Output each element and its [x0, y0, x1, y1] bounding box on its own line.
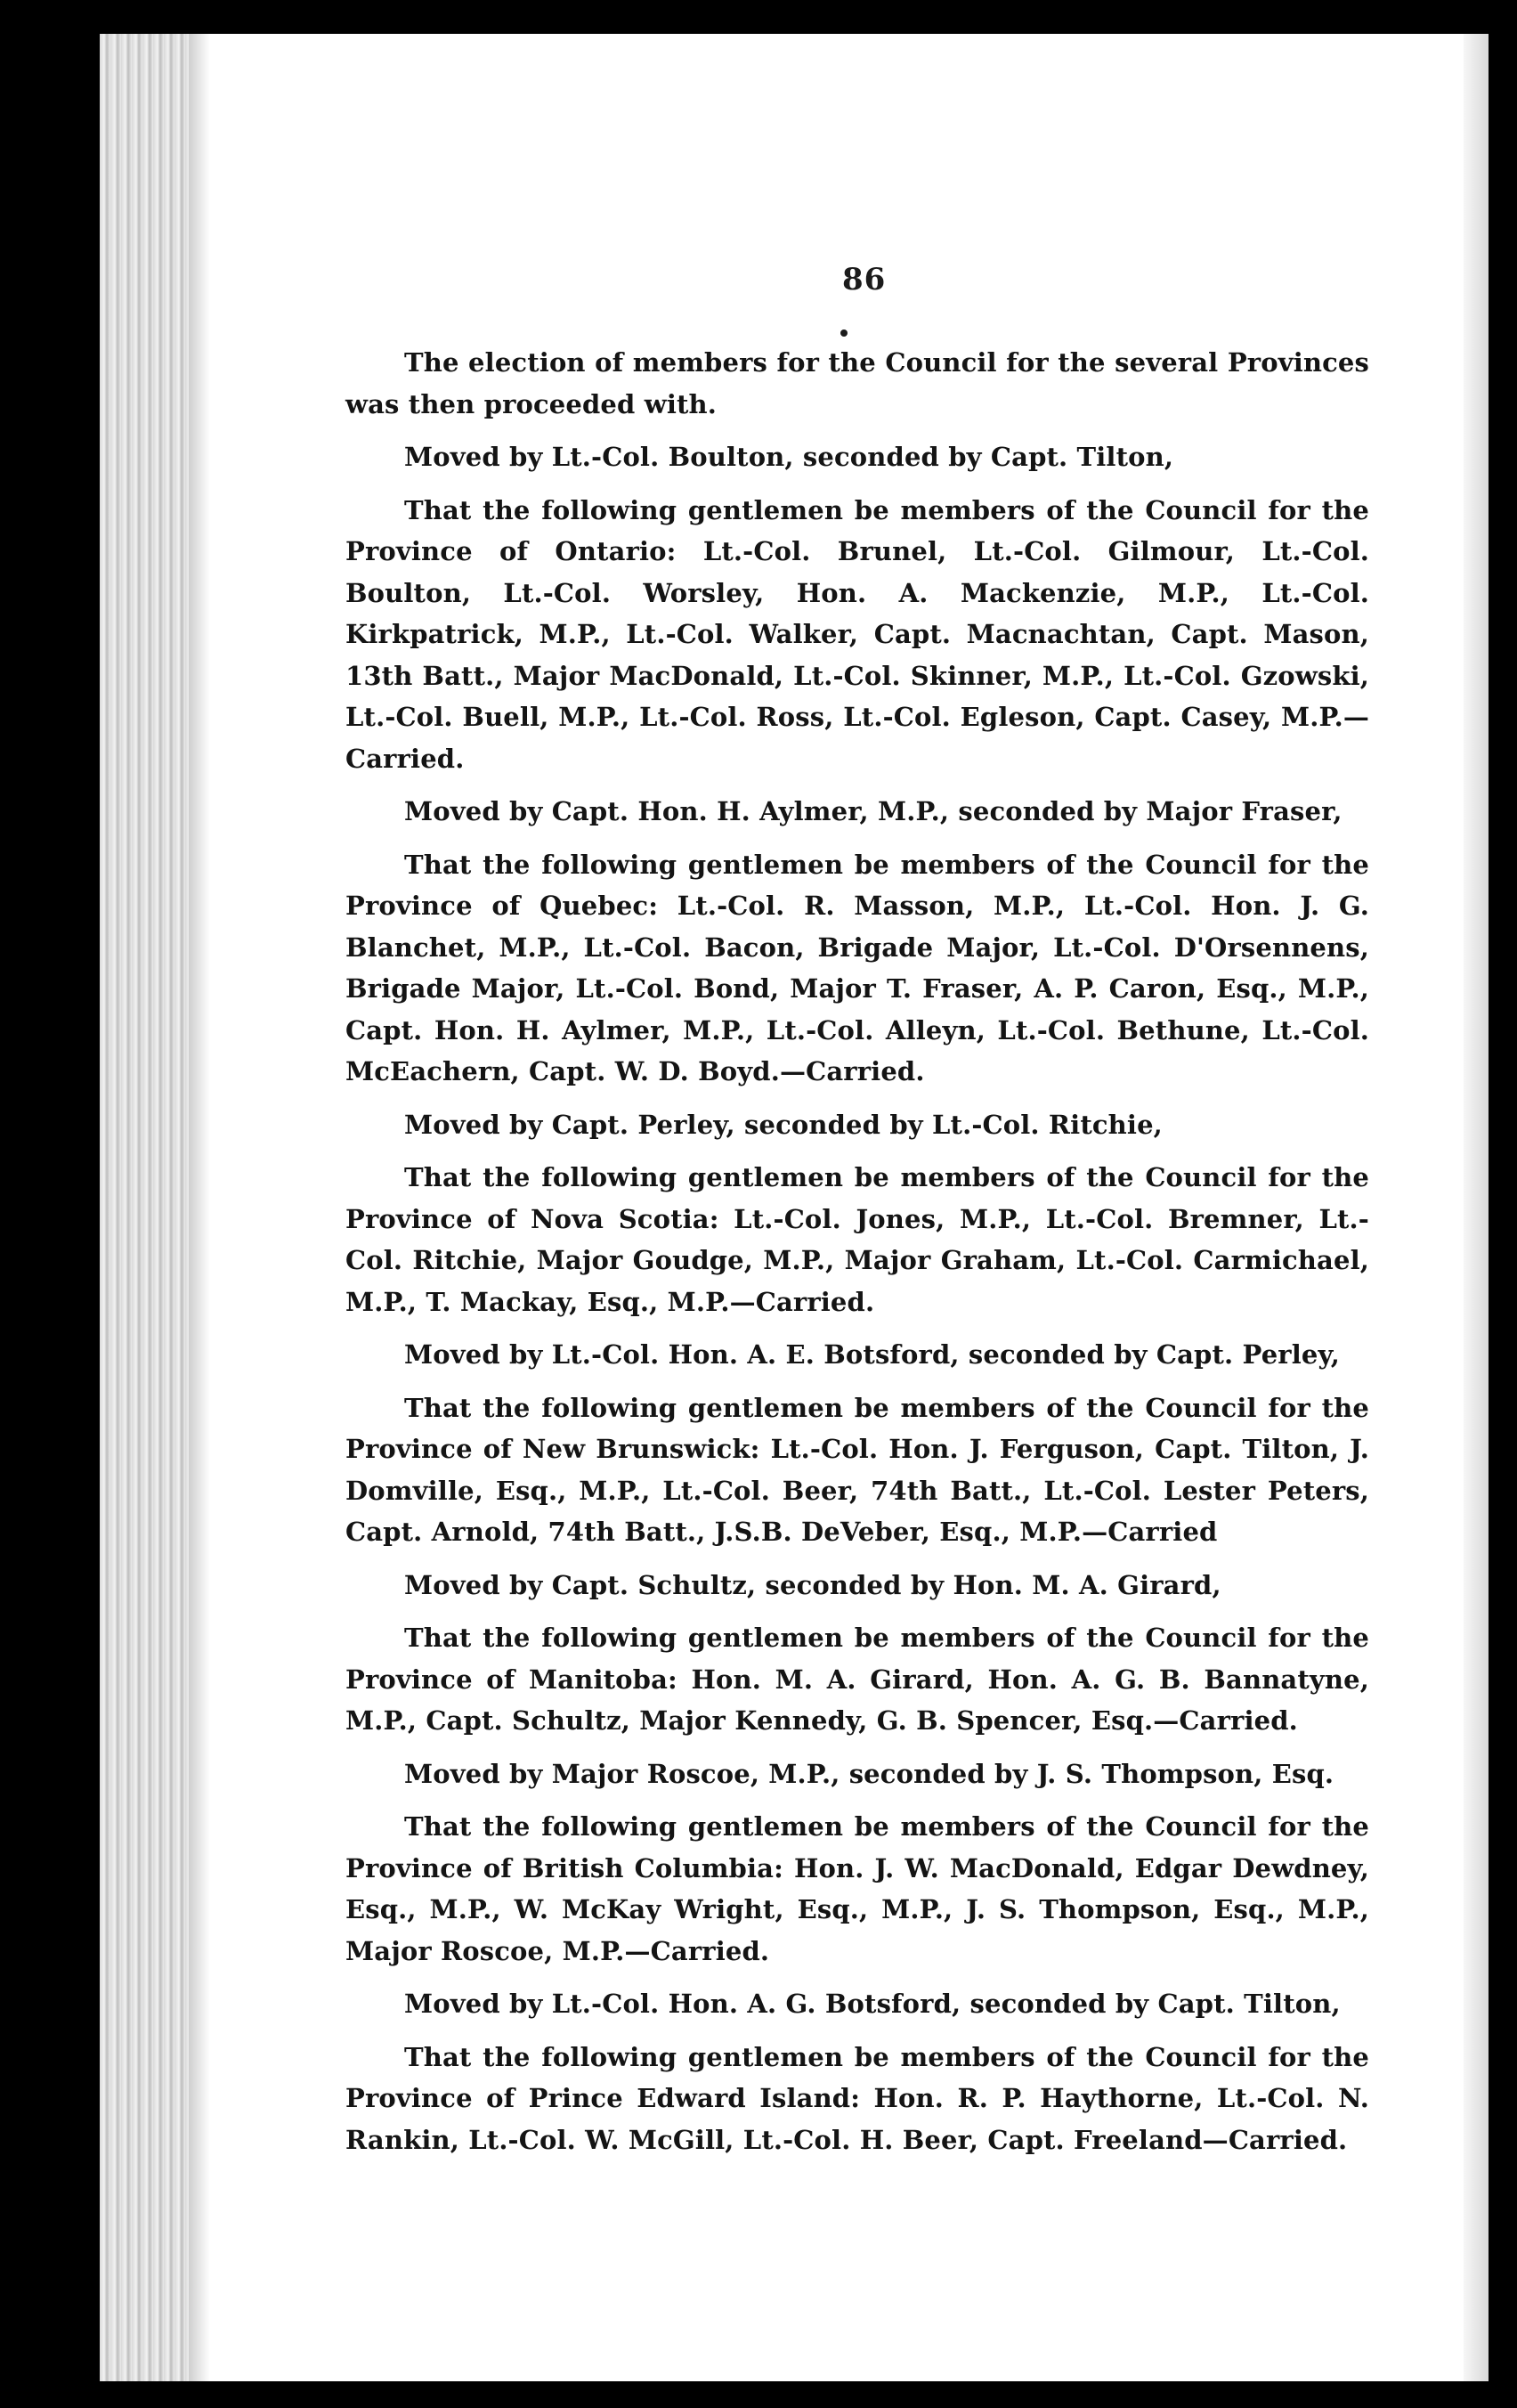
paragraph-quebec-members: That the following gentlemen be members of the Council for the Province of Quebec: Lt.-Col. R. Masson, M.P., Lt.-Col. Hon. J. G. Blanchet, M.P., Lt.-Col. Bacon, Brigade Major, Lt.-Col. D'Orsennens, Brigade Major, Lt.-Col. Bond, Major T. Fraser, A. P. Caron, Esq., M.P., Capt. Hon. H. Aylmer, M.P., Lt.-Col. Alleyn, Lt.-Col. Bethune, Lt.-Col. McEachern, Capt. W. D. Boyd.—Carried. — [345, 849, 1369, 1086]
page-number: 86 — [842, 262, 887, 297]
paragraph-new-brunswick-members: That the following gentlemen be members of the Council for the Province of New Brunswick: Lt.-Col. Hon. J. Ferguson, Capt. Tilton, J. Domville, Esq., M.P., Lt.-Col. Beer, 74th Batt., Lt.-Col. Lester Peters, Capt. Arnold, 74th Batt., J.S.B. DeVeber, Esq., M.P.—Carried — [345, 1392, 1369, 1547]
paragraph-nova-scotia-members: That the following gentlemen be members of the Council for the Province of Nova Scotia: Lt.-Col. Jones, M.P., Lt.-Col. Bremner, Lt.-Col. Ritchie, Major Goudge, M.P., Major Graham, Lt.-Col. Carmichael, M.P., T. Mackay, Esq., M.P.—Carried. — [345, 1162, 1369, 1317]
page-spine-shadow — [189, 34, 210, 2381]
printed-dot — [840, 329, 848, 337]
paragraph-manitoba-members: That the following gentlemen be members of the Council for the Province of Manitoba: Hon. M. A. Girard, Hon. A. G. B. Bannatyne, M.P., Capt. Schultz, Major Kennedy, G. B. Spencer, Esq.—Carried. — [345, 1623, 1369, 1736]
paragraph-ontario-members: That the following gentlemen be members of the Council for the Province of Ontario: Lt.-Col. Brunel, Lt.-Col. Gilmour, Lt.-Col. Boulton, Lt.-Col. Worsley, Hon. A. Mackenzie, M.P., Lt.-Col. Kirkpatrick, M.P., Lt.-Col. Walker, Capt. Macnachtan, Capt. Mason, 13th Batt., Major MacDonald, Lt.-Col. Skinner, M.P., Lt.-Col. Gzowski, Lt.-Col. Buell, M.P., Lt.-Col. Ross, Lt.-Col. Egleson, Capt. Casey, M.P.—Carried. — [345, 494, 1369, 774]
paragraph-british-columbia-members: That the following gentlemen be members of the Council for the Province of British Columbia: Hon. J. W. MacDonald, Edgar Dewdney, Esq., M.P., W. McKay Wright, Esq., M.P., J. S. Thompson, Esq., M.P., Major Roscoe, M.P.—Carried. — [345, 1811, 1369, 1966]
paragraph-moved-nova-scotia: Moved by Capt. Perley, seconded by Lt.-Col. Ritchie, — [404, 1109, 1163, 1140]
paragraph-moved-quebec: Moved by Capt. Hon. H. Aylmer, M.P., seconded by Major Fraser, — [404, 796, 1343, 826]
page-stack-edge — [100, 34, 189, 2381]
paragraph-moved-british-columbia: Moved by Major Roscoe, M.P., seconded by J. S. Thompson, Esq. — [404, 1758, 1334, 1789]
page-right-edge — [1464, 34, 1489, 2381]
paragraph-moved-prince-edward-island: Moved by Lt.-Col. Hon. A. G. Botsford, seconded by Capt. Tilton, — [404, 1989, 1341, 2019]
paragraph-moved-new-brunswick: Moved by Lt.-Col. Hon. A. E. Botsford, seconded by Capt. Perley, — [404, 1339, 1340, 1370]
paragraph-election: The election of members for the Council for the several Provinces was then proceeded with. — [345, 347, 1369, 419]
paragraph-moved-ontario: Moved by Lt.-Col. Boulton, seconded by Capt. Tilton, — [404, 442, 1174, 472]
page-text — [345, 342, 1369, 2172]
paragraph-prince-edward-island-members: That the following gentlemen be members of the Council for the Province of Prince Edward Island: Hon. R. P. Haythorne, Lt.-Col. N. Rankin, Lt.-Col. W. McGill, Lt.-Col. H. Beer, Capt. Freeland—Carried. — [345, 2041, 1369, 2155]
paragraph-moved-manitoba: Moved by Capt. Schultz, seconded by Hon. M. A. Girard, — [404, 1569, 1221, 1600]
